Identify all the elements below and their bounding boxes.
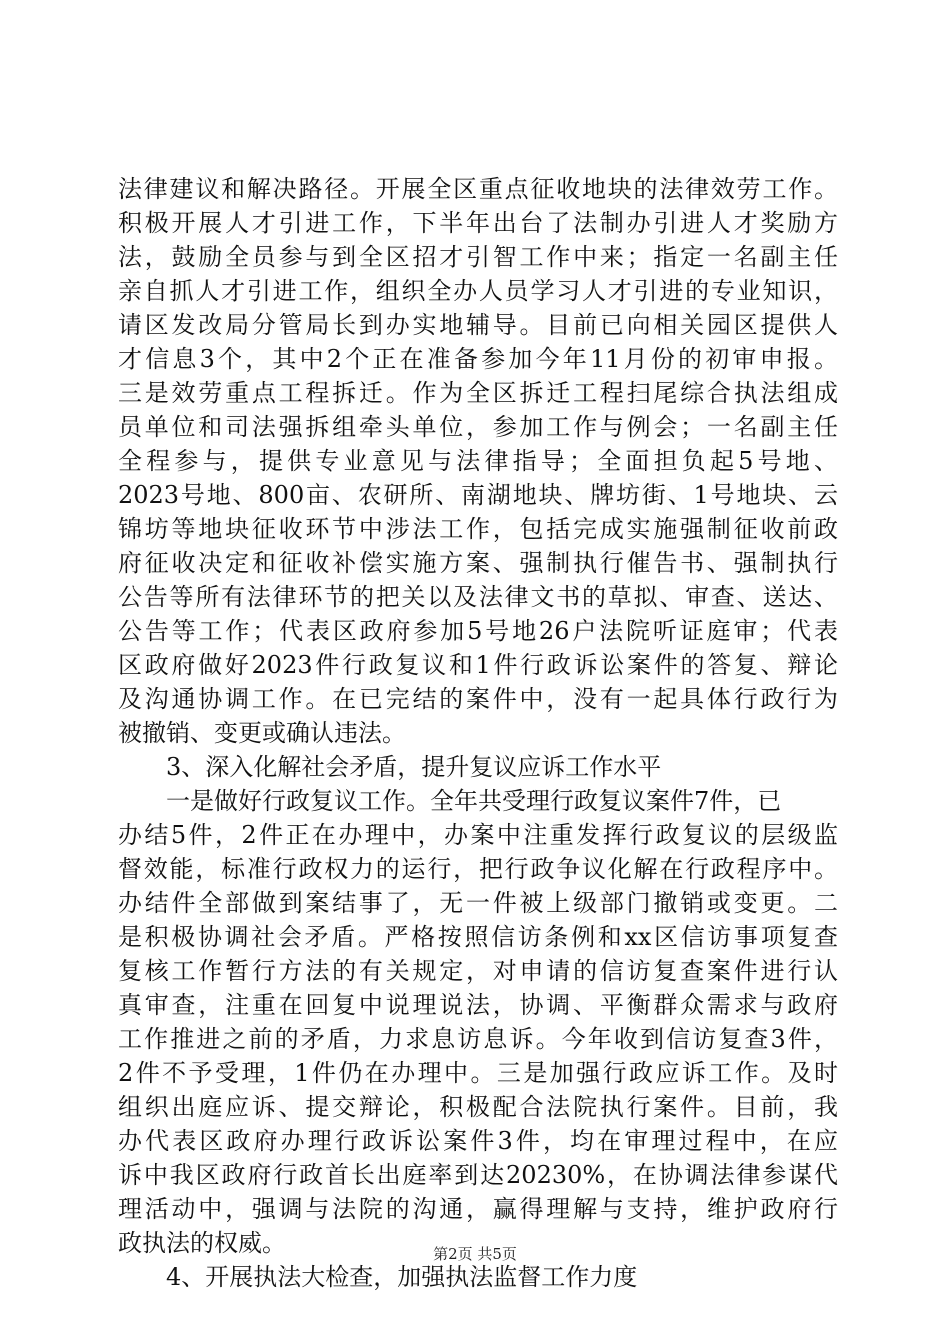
text-line: 法律建议和解决路径。开展全区重点征收地块的法律效劳工作。 — [118, 175, 838, 203]
text-line: 复核工作暂行方法的有关规定，对申请的信访复查案件进行认 — [118, 957, 838, 985]
document-body — [118, 172, 838, 1294]
text-line: 工作推进之前的矛盾，力求息访息诉。今年收到信访复查3件， — [118, 1025, 838, 1053]
text-line: 督效能，标准行政权力的运行，把行政争议化解在行政程序中。 — [118, 855, 838, 883]
text-line: 理活动中，强调与法院的沟通，赢得理解与支持，维护政府行 — [118, 1195, 838, 1223]
text-line: 三是效劳重点工程拆迁。作为全区拆迁工程扫尾综合执法组成 — [118, 379, 838, 407]
section-heading-4: 4、开展执法大检查，加强执法监督工作力度 — [166, 1263, 638, 1291]
text-line: 请区发改局分管局长到办实地辅导。目前已向相关园区提供人 — [118, 311, 838, 339]
text-line: 公告等工作；代表区政府参加5号地26户法院听证庭审；代表 — [118, 617, 838, 645]
text-line: 锦坊等地块征收环节中涉法工作，包括完成实施强制征收前政 — [118, 515, 838, 543]
section-heading-3: 3、深入化解社会矛盾，提升复议应诉工作水平 — [166, 753, 662, 781]
text-line: 府征收决定和征收补偿实施方案、强制执行催告书、强制执行 — [118, 549, 838, 577]
text-line: 全程参与，提供专业意见与法律指导；全面担负起5号地、 — [118, 447, 838, 475]
text-line: 区政府做好2023件行政复议和1件行政诉讼案件的答复、辩论 — [118, 651, 838, 679]
paragraph-start-line: 一是做好行政复议工作。全年共受理行政复议案件7件，已 — [166, 787, 782, 815]
text-line: 真审查，注重在回复中说理说法，协调、平衡群众需求与政府 — [118, 991, 838, 1019]
text-line: 员单位和司法强拆组牵头单位，参加工作与例会；一名副主任 — [118, 413, 838, 441]
text-line: 办代表区政府办理行政诉讼案件3件，均在审理过程中，在应 — [118, 1127, 838, 1155]
text-line: 组织出庭应诉、提交辩论，积极配合法院执行案件。目前，我 — [118, 1093, 838, 1121]
page-number-footer: 第2页 共5页 — [433, 1245, 517, 1263]
text-line: 办结5件，2件正在办理中，办案中注重发挥行政复议的层级监 — [118, 821, 838, 849]
text-line: 办结件全部做到案结事了，无一件被上级部门撤销或变更。二 — [118, 889, 838, 917]
text-line: 诉中我区政府行政首长出庭率到达20230%，在协调法律参谋代 — [118, 1161, 838, 1189]
text-line: 亲自抓人才引进工作，组织全办人员学习人才引进的专业知识， — [118, 277, 838, 305]
text-line: 积极开展人才引进工作，下半年出台了法制办引进人才奖励方 — [118, 209, 838, 237]
text-line: 2023号地、800亩、农研所、南湖地块、牌坊街、1号地块、云 — [118, 481, 838, 509]
text-line: 及沟通协调工作。在已完结的案件中，没有一起具体行政行为 — [118, 685, 838, 713]
text-line: 才信息3个，其中2个正在准备参加今年11月份的初审申报。 — [118, 345, 838, 373]
text-line: 法，鼓励全员参与到全区招才引智工作中来；指定一名副主任 — [118, 243, 838, 271]
text-line: 2件不予受理，1件仍在办理中。三是加强行政应诉工作。及时 — [118, 1059, 838, 1087]
text-line: 公告等所有法律环节的把关以及法律文书的草拟、审查、送达、 — [118, 583, 838, 611]
paragraph-end-line: 被撤销、变更或确认违法。 — [118, 719, 406, 747]
text-line: 是积极协调社会矛盾。严格按照信访条例和xx区信访事项复查 — [118, 923, 838, 951]
paragraph-end-line: 政执法的权威。 — [118, 1229, 286, 1257]
